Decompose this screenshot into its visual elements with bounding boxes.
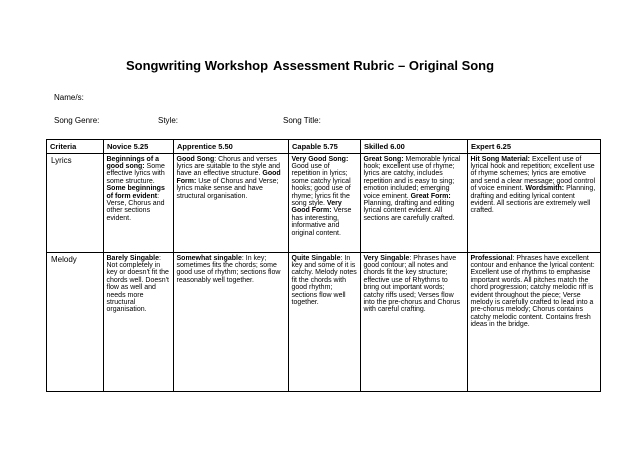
rubric-cell: Somewhat singable: In key; sometimes fits the chords; some good use of rhythm; sections flow reasonably well together. <box>174 253 289 392</box>
rubric-cell: Very Good Song: Good use of repetition in lyrics; some catchy lyrical hooks; good use of rhyme; lyrics fit the song style. Very Good Form: Verse has interesting, informative and original content. <box>289 154 361 253</box>
column-header-1: Novice 5.25 <box>104 140 174 154</box>
rubric-cell: Good Song: Chorus and verses lyrics are suitable to the style and have an effective structure. Good Form: Use of Chorus and Verse; lyrics make sense and have structural organisation. <box>174 154 289 253</box>
rubric-cell: Beginnings of a good song: Some effective lyrics with some structure. Some beginnings of form evident: Verse, Chorus and other sections evident. <box>104 154 174 253</box>
rubric-cell: Professional: Phrases have excellent contour and enhance the lyrical content: Excellent use of rhythms to emphasise important words. All pitches match the chord progression; catchy melodic riff is evident throughout the piece; Verse melody is carefully crafted to lead into a pre-chorus melody; Chorus contains catchy melodic content. Contains fresh ideas in the bridge. <box>468 253 601 392</box>
style-label: Style: <box>158 116 179 125</box>
rubric-cell: Quite Singable: In key and some of it is catchy. Melody notes fit the chords with good rhythm; sections flow well together. <box>289 253 361 392</box>
song-genre-label: Song Genre: <box>54 116 100 125</box>
rubric-cell: Barely Singable: Not completely in key or doesn't fit the chords well. Doesn't flow as well and needs more structural organisation. <box>104 253 174 392</box>
criteria-cell: Lyrics <box>47 154 104 253</box>
column-header-2: Apprentice 5.50 <box>174 140 289 154</box>
rubric-cell: Hit Song Material: Excellent use of lyrical hook and repetition; excellent use of rhyme schemes; lyrics are emotive and send a clear message; good control of voice eminent. Wordsmith: Planning, drafting and editing lyrical content evident. All sections are extremely well crafted. <box>468 154 601 253</box>
page-title <box>0 58 640 74</box>
song-title-label: Song Title: <box>283 116 321 125</box>
column-header-4: Skilled 6.00 <box>361 140 468 154</box>
rubric-cell: Very Singable: Phrases have good contour; all notes and chords fit the key structure; effective use of Rhythms to bring out important words; catchy riffs used; Verses flow into the pre-chorus and Chorus with careful crafting. <box>361 253 468 392</box>
rubric-cell: Great Song: Memorable lyrical hook; excellent use of rhyme; lyrics are catchy, includes repetition and is easy to sing; emotion included; emerging voice eminent. Great Form: Planning, drafting and editing lyrical content evident. All sections are carefully crafted. <box>361 154 468 253</box>
column-header-5: Expert 6.25 <box>468 140 601 154</box>
table-row-lyrics <box>47 154 601 253</box>
page-title-workshop: Songwriting Workshop <box>126 58 269 73</box>
criteria-cell: Melody <box>47 253 104 392</box>
table-row-melody <box>47 253 601 392</box>
rubric-table-body <box>47 154 601 392</box>
name-label: Name/s: <box>54 93 84 102</box>
column-header-0: Criteria <box>47 140 104 154</box>
column-header-3: Capable 5.75 <box>289 140 361 154</box>
header-row <box>47 140 601 154</box>
rubric-table <box>46 139 601 392</box>
page-title-rubric: Assessment Rubric – Original Song <box>273 58 495 73</box>
